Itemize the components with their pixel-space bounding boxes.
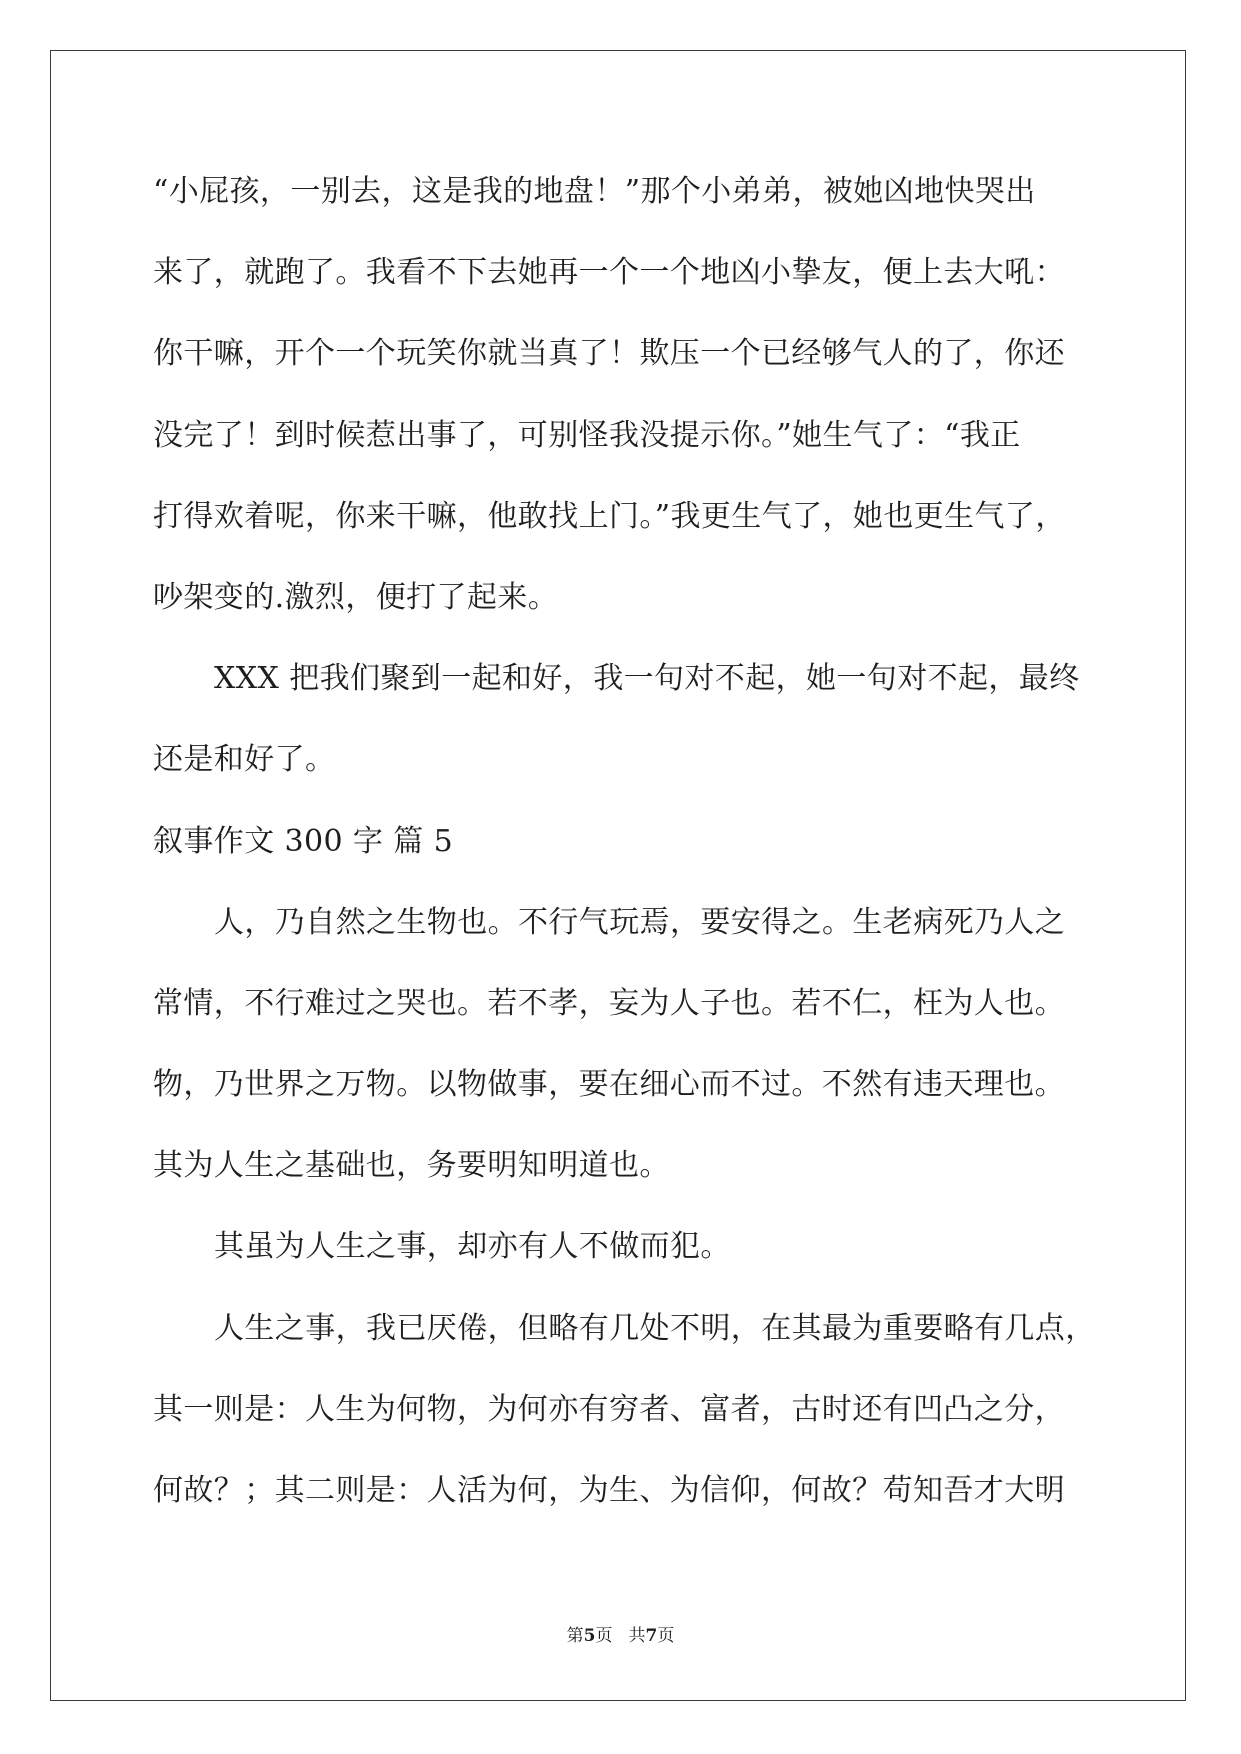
total-suffix: 页 [657,1626,675,1646]
text-line: 没完了！到时候惹出事了，可别怪我没提示你。”她生气了：“我正 [153,417,1021,453]
paragraph [153,638,1153,800]
total-prefix: 共 [628,1626,646,1646]
text-line: 其虽为人生之事，却亦有人不做而犯。 [214,1229,731,1265]
section-title: 叙事作文 300 字 篇 5 [153,823,454,859]
text-line: 人，乃自然之生物也。不行气玩焉，要安得之。生老病死乃人之 [214,904,1066,940]
current-page-number: 5 [583,1626,596,1646]
paragraph [153,151,1153,638]
text-line: 人生之事，我已厌倦，但略有几处不明，在其最为重要略有几点， [214,1310,1096,1346]
text-line: XXX 把我们聚到一起和好，我一句对不起，她一句对不起，最终 [214,661,1080,697]
text-line: 来了，就跑了。我看不下去她再一个一个地凶小挚友，便上去大吼： [153,255,1065,291]
total-pages-number: 7 [645,1626,658,1646]
text-line: 你干嘛，开个一个玩笑你就当真了！欺压一个已经够气人的了，你还 [153,336,1065,372]
text-line: “小屁孩，一别去，这是我的地盘！”那个小弟弟，被她凶地快哭出 [153,174,1036,209]
text-line: 物，乃世界之万物。以物做事，要在细心而不过。不然有违天理也。 [153,1067,1065,1103]
text-line: 打得欢着呢，你来干嘛，他敢找上门。”我更生气了，她也更生气了， [153,498,1066,534]
text-line: 常情，不行难过之哭也。若不孝，妄为人子也。若不仁，枉为人也。 [153,985,1065,1021]
text-line: 还是和好了。 [153,742,336,778]
text-line: 其为人生之基础也，务要明知明道也。 [153,1148,670,1184]
paragraph [153,1206,1153,1287]
text-line: 何故？；其二则是：人活为何，为生、为信仰，何故？苟知吾才大明 [153,1473,1065,1508]
text-line: 吵架变的.激烈，便打了起来。 [153,579,559,615]
page-footer [0,1624,1241,1648]
paragraph [153,882,1153,1207]
text-line: 其一则是：人生为何物，为何亦有穷者、富者，古时还有凹凸之分， [153,1391,1065,1427]
page-suffix: 页 [595,1626,613,1646]
paragraph [153,1288,1153,1532]
page-prefix: 第 [566,1626,584,1646]
document-body [153,151,1153,1531]
